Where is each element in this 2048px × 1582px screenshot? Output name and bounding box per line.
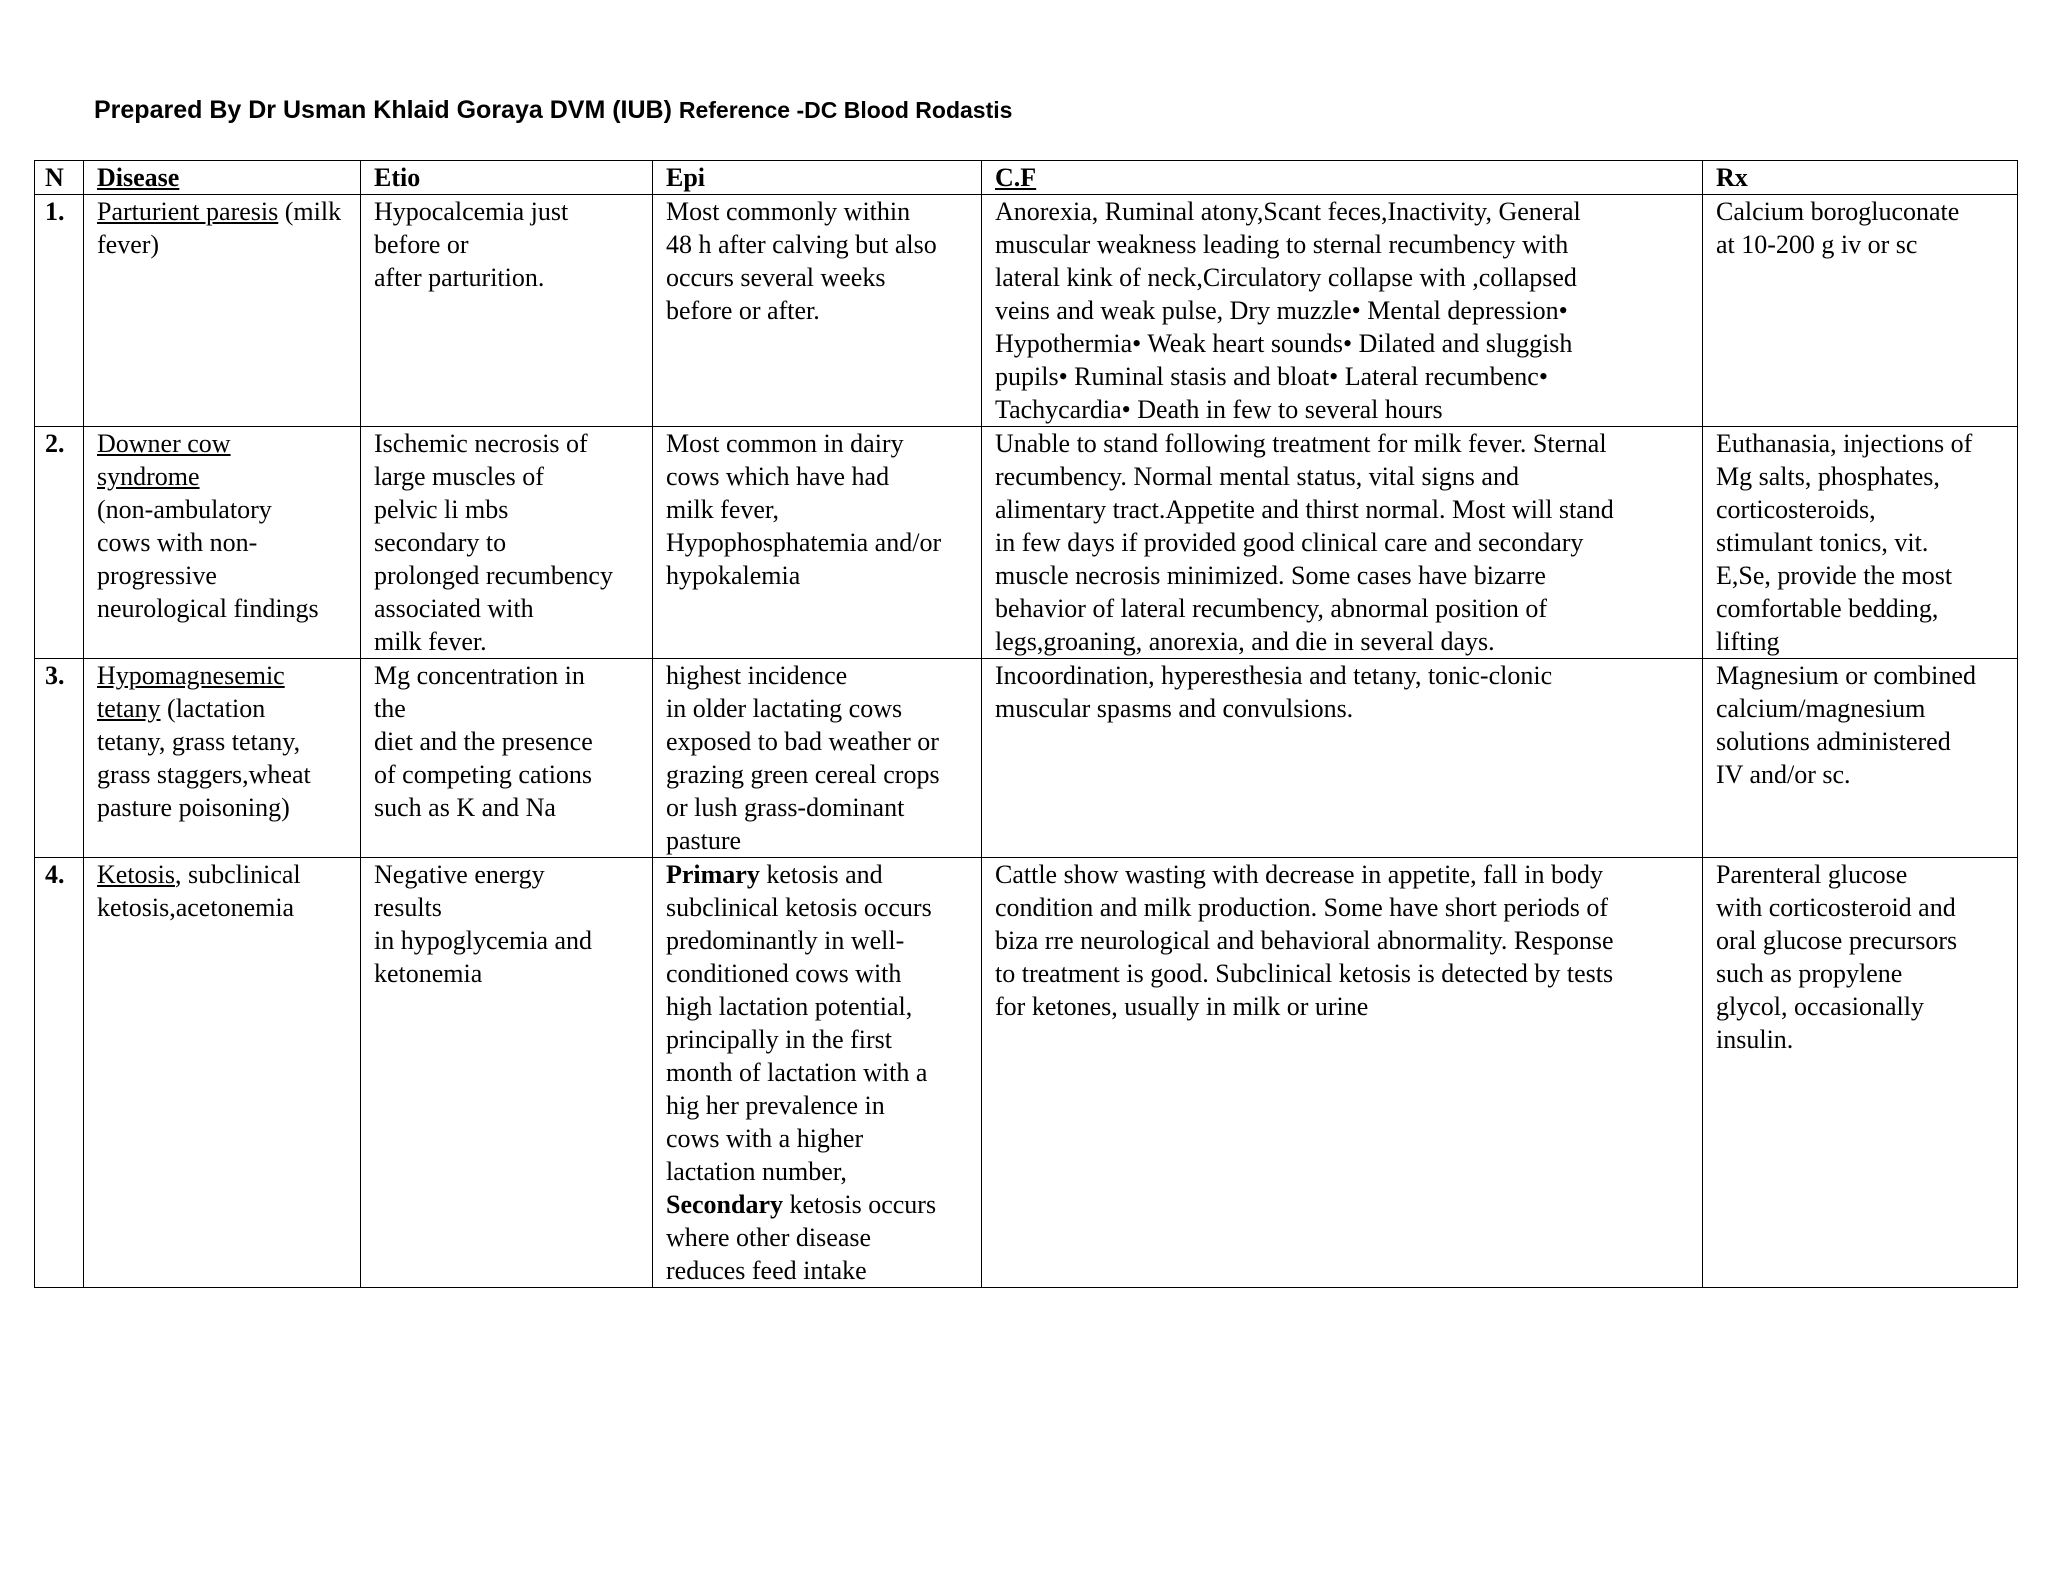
col-header-rx: Rx [1703, 161, 2018, 195]
epi-primary-text: ketosis and subclinical ketosis occurs predominantly in well- conditioned cows with high lactation potential, principally in the first month of lactation with a hig her prevalence in cows with a higher lactation number, [666, 860, 932, 1186]
epi-primary-label: Primary [666, 860, 760, 889]
etio-cell: Negative energy results in hypoglycemia and ketonemia [361, 858, 653, 1288]
table-row [35, 659, 2018, 858]
etio-cell: Hypocalcemia just before or after parturition. [361, 195, 653, 427]
disease-cell [84, 427, 361, 659]
disease-table [34, 160, 2018, 1288]
col-header-cf [982, 161, 1703, 195]
disease-name: Hypomagnesemic tetany [97, 661, 285, 723]
epi-cell: Most common in dairy cows which have had milk fever, Hypophosphatemia and/or hypokalemia [653, 427, 982, 659]
etio-cell: Ischemic necrosis of large muscles of pelvic li mbs secondary to prolonged recumbency associated with milk fever. [361, 427, 653, 659]
disease-cell [84, 659, 361, 858]
cf-cell: Anorexia, Ruminal atony,Scant feces,Inactivity, General muscular weakness leading to sternal recumbency with lateral kink of neck,Circulatory collapse with ,collapsed veins and weak pulse, Dry muzzle• Mental depression• Hypothermia• Weak heart sounds• Dilated and sluggish pupils• Ruminal stasis and bloat• Lateral recumbenc• Tachycardia• Death in few to several hours [982, 195, 1703, 427]
table-row [35, 195, 2018, 427]
etio-cell: Mg concentration in the diet and the presence of competing cations such as K and Na [361, 659, 653, 858]
rx-cell: Calcium borogluconate at 10-200 g iv or sc [1703, 195, 2018, 427]
epi-secondary-label: Secondary [666, 1190, 783, 1219]
cf-cell: Incoordination, hyperesthesia and tetany, tonic-clonic muscular spasms and convulsions. [982, 659, 1703, 858]
cf-cell: Cattle show wasting with decrease in appetite, fall in body condition and milk production. Some have short periods of biza rre neurological and behavioral abnormality. Response to treatment is good. Subclinical ketosis is detected by tests for ketones, usually in milk or urine [982, 858, 1703, 1288]
row-number: 1. [35, 195, 84, 427]
epi-secondary-text: ketosis occurs where other disease reduces feed intake [666, 1190, 937, 1285]
reference: Reference -DC Blood Rodastis [678, 97, 1013, 123]
disease-name: Ketosis [97, 860, 175, 889]
disease-cell [84, 195, 361, 427]
rx-cell: Euthanasia, injections of Mg salts, phosphates, corticosteroids, stimulant tonics, vit. E,Se, provide the most comfortable bedding, lifting [1703, 427, 2018, 659]
table-header-row [35, 161, 2018, 195]
col-header-disease [84, 161, 361, 195]
disease-name: Parturient paresis [97, 197, 279, 226]
disease-detail: (lactation tetany, grass tetany, grass staggers,wheat pasture poisoning) [97, 694, 311, 822]
col-header-cf-label: C.F [995, 163, 1037, 192]
col-header-disease-label: Disease [97, 163, 180, 192]
disease-detail: , subclinical ketosis,acetonemia [97, 860, 301, 922]
row-number: 2. [35, 427, 84, 659]
rx-cell: Parenteral glucose with corticosteroid and oral glucose precursors such as propylene glycol, occasionally insulin. [1703, 858, 2018, 1288]
epi-cell: Most commonly within 48 h after calving but also occurs several weeks before or after. [653, 195, 982, 427]
disease-detail: (non-ambulatory cows with non- progressive neurological findings [97, 495, 319, 623]
epi-cell: highest incidence in older lactating cows exposed to bad weather or grazing green cereal crops or lush grass-dominant pasture [653, 659, 982, 858]
cf-cell: Unable to stand following treatment for milk fever. Sternal recumbency. Normal mental status, vital signs and alimentary tract.Appetite and thirst normal. Most will stand in few days if provided good clinical care and secondary muscle necrosis minimized. Some cases have bizarre behavior of lateral recumbency, abnormal position of legs,groaning, anorexia, and die in several days. [982, 427, 1703, 659]
table-row [35, 858, 2018, 1288]
col-header-etio: Etio [361, 161, 653, 195]
disease-name: Downer cow syndrome [97, 429, 231, 491]
prepared-by: Prepared By Dr Usman Khlaid Goraya DVM (IUB) [94, 96, 672, 124]
col-header-epi: Epi [653, 161, 982, 195]
rx-cell: Magnesium or combined calcium/magnesium solutions administered IV and/or sc. [1703, 659, 2018, 858]
row-number: 4. [35, 858, 84, 1288]
col-header-n: N [35, 161, 84, 195]
row-number: 3. [35, 659, 84, 858]
epi-cell [653, 858, 982, 1288]
page-title [94, 96, 1012, 125]
table-row [35, 427, 2018, 659]
disease-detail: (milk fever) [97, 197, 342, 259]
disease-cell [84, 858, 361, 1288]
